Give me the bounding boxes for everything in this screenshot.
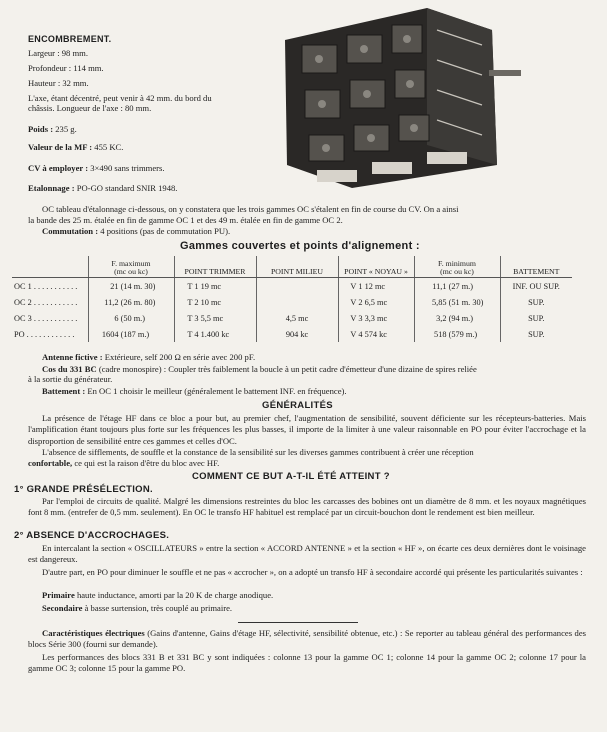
primaire-text: haute inductance, amorti par la 20 K de charge anodique. bbox=[76, 590, 274, 600]
table-header-row bbox=[12, 256, 572, 278]
spec-etal-value: PO-GO standard SNIR 1948. bbox=[76, 183, 178, 193]
performances: Les performances des blocs 331 B et 331 BC y sont indiquées : colonne 13 pour la gamme OC 1; colonne 14 pour la gamme OC 2; colonne 17 pour la gamme OC 3; colonne 15 pour la gamme PO. bbox=[28, 652, 586, 674]
caracteristiques bbox=[28, 628, 586, 651]
col-fmin: F. minimum (mc ou kc) bbox=[414, 256, 500, 278]
spec-cv bbox=[28, 163, 165, 174]
section2-title: 2° ABSENCE D'ACCROCHAGES. bbox=[14, 530, 170, 541]
spec-etal-label: Etalonnage : bbox=[28, 183, 75, 193]
spec-poids-label: Poids : bbox=[28, 124, 54, 134]
commutation-value: 4 positions (pas de commutation PU). bbox=[100, 226, 231, 236]
section1-title: 1° GRANDE PRÉSÉLECTION. bbox=[14, 484, 153, 495]
secondaire-label: Secondaire bbox=[42, 603, 83, 613]
antenne-fictive bbox=[42, 352, 255, 363]
intro-line1: OC tableau d'étalonnage ci-dessous, on y constatera que les trois gammes OC s'étalent en fin de course du CV. On a ainsi bbox=[42, 204, 459, 214]
generalites-title: GÉNÉRALITÉS bbox=[262, 400, 333, 411]
divider bbox=[238, 622, 358, 623]
generalites-p2a: L'absence de sifflements, de souffle et la constance de la sensibilité sur les diverses gammes contribuent à créer une réception bbox=[42, 447, 474, 457]
spec-axe-line2: châssis. Longueur de l'axe : 80 mm. bbox=[28, 103, 152, 113]
section2-p2: D'autre part, en PO pour diminuer le souffle et ne pas « accrocher », on a adopté un transfo HF à secondaire accordé qui présente les particularités suivantes : bbox=[42, 567, 583, 577]
commutation-label: Commutation : bbox=[42, 226, 99, 236]
generalites-p2b bbox=[28, 458, 219, 469]
spec-cv-value: 3×490 sans trimmers. bbox=[90, 163, 165, 173]
cos-label: Cos du 331 BC bbox=[42, 364, 97, 374]
col-noyau: POINT « NOYAU » bbox=[338, 256, 414, 278]
table-row: PO . . . . . . . . . . . . 1604 (187 m.) T 4 1.400 kc 904 kc V 4 574 kc 518 (579 m.) SUP. bbox=[12, 326, 572, 342]
generalites-p1: La présence de l'étage HF dans ce bloc a pour but, au premier chef, l'augmentation de sensibilité, souvent déficiente sur les récepteurs-batteries. Mais l'amplification étant toujours plus forte sur les fréquences les plus basses, il importe de la limiter à une valeur raisonnable en PO pour éviter l'accrochage et la disproportion de sensibilité entre ces gammes et celles d'OC. bbox=[28, 413, 586, 446]
col-milieu: POINT MILIEU bbox=[256, 256, 338, 278]
generalites-p2b-rest: ce qui est la raison d'être du bloc avec HF. bbox=[74, 458, 220, 468]
spec-poids-value: 235 g. bbox=[55, 124, 77, 134]
encombrement-title: ENCOMBREMENT. bbox=[28, 34, 112, 44]
carac-label: Caractéristiques électriques bbox=[42, 628, 145, 638]
comment-title: COMMENT CE BUT A-T-IL ÉTÉ ATTEINT ? bbox=[192, 471, 390, 482]
col-trimmer: POINT TRIMMER bbox=[174, 256, 256, 278]
coil-block-illustration bbox=[277, 0, 522, 190]
coil-block-photo bbox=[277, 0, 522, 190]
section2-p1: En intercalant la section « OSCILLATEURS » entre la section « ACCORD ANTENNE » et la section « HF », on écarte ces deux dernières dont le voisinage est dangereux. bbox=[28, 543, 586, 565]
table-row: OC 1 . . . . . . . . . . . 21 (14 m. 30) T 1 19 mc V 1 12 mc 11,1 (27 m.) INF. OU SUP. bbox=[12, 278, 572, 295]
secondaire-text: à basse surtension, très couplé au primaire. bbox=[84, 603, 233, 613]
spec-mf bbox=[28, 142, 123, 153]
table-row: OC 3 . . . . . . . . . . . 6 (50 m.) T 3 5,5 mc 4,5 mc V 3 3,3 mc 3,2 (94 m.) SUP. bbox=[12, 310, 572, 326]
table-title: Gammes couvertes et points d'alignement : bbox=[180, 240, 420, 252]
spec-largeur: Largeur : 98 mm. bbox=[28, 48, 88, 58]
antenne-text: Extérieure, self 200 Ω en série avec 200 pF. bbox=[104, 352, 256, 362]
antenne-label: Antenne fictive : bbox=[42, 352, 103, 362]
spec-mf-label: Valeur de la MF : bbox=[28, 142, 93, 152]
spec-mf-value: 455 KC. bbox=[94, 142, 124, 152]
spec-axe-line1: L'axe, étant décentré, peut venir à 42 mm. du bord du bbox=[28, 93, 212, 103]
battement-note bbox=[42, 386, 347, 397]
table-row: OC 2 . . . . . . . . . . . 11,2 (26 m. 80) T 2 10 mc V 2 6,5 mc 5,85 (51 m. 30) SUP. bbox=[12, 294, 572, 310]
primaire bbox=[42, 590, 273, 601]
col-fmax: F. maximum (mc ou kc) bbox=[88, 256, 174, 278]
spec-profondeur: Profondeur : 114 mm. bbox=[28, 63, 104, 73]
battement-label: Battement : bbox=[42, 386, 86, 396]
cos-line2: à la sortie du générateur. bbox=[28, 374, 113, 384]
intro-line2: la bande des 25 m. étalée en fin de gamme OC 1 et des 49 m. étalée en fin de gamme OC 2. bbox=[28, 215, 343, 225]
cos-text: (cadre monospire) : Coupler très faiblement la boucle à un petit cadre d'émetteur d'une dizaine de spires reliée bbox=[98, 364, 477, 374]
alignment-table bbox=[12, 256, 572, 342]
section1-text: Par l'emploi de circuits de qualité. Malgré les dimensions restreintes du bloc les carcasses des bobines ont un diamètre de 8 mm. et les noyaux magnétiques font 8 mm. (entrefer de 0,5 mm. seulement). En OC le transfo HF habituel est remplacé par un circuit-bouchon dont le rendement est bien meilleur. bbox=[28, 496, 586, 518]
col-battement: BATTEMENT bbox=[500, 256, 572, 278]
spec-poids bbox=[28, 124, 77, 135]
battement-text: En OC 1 choisir le meilleur (généralement le battement INF. en fréquence). bbox=[87, 386, 347, 396]
secondaire bbox=[42, 603, 232, 614]
confortable-word: confortable, bbox=[28, 458, 73, 468]
spec-cv-label: CV à employer : bbox=[28, 163, 89, 173]
spec-hauteur: Hauteur : 32 mm. bbox=[28, 78, 89, 88]
primaire-label: Primaire bbox=[42, 590, 75, 600]
commutation bbox=[42, 226, 230, 237]
carac-text: (Gains d'antenne, Gains d'étage HF, sélectivité, sensibilité obtenue, etc.) : Se reporter au tableau général des performances des blocs Série 300 (fourni sur demande). bbox=[28, 628, 586, 650]
spec-etalonnage bbox=[28, 183, 177, 194]
col-range bbox=[12, 256, 88, 278]
